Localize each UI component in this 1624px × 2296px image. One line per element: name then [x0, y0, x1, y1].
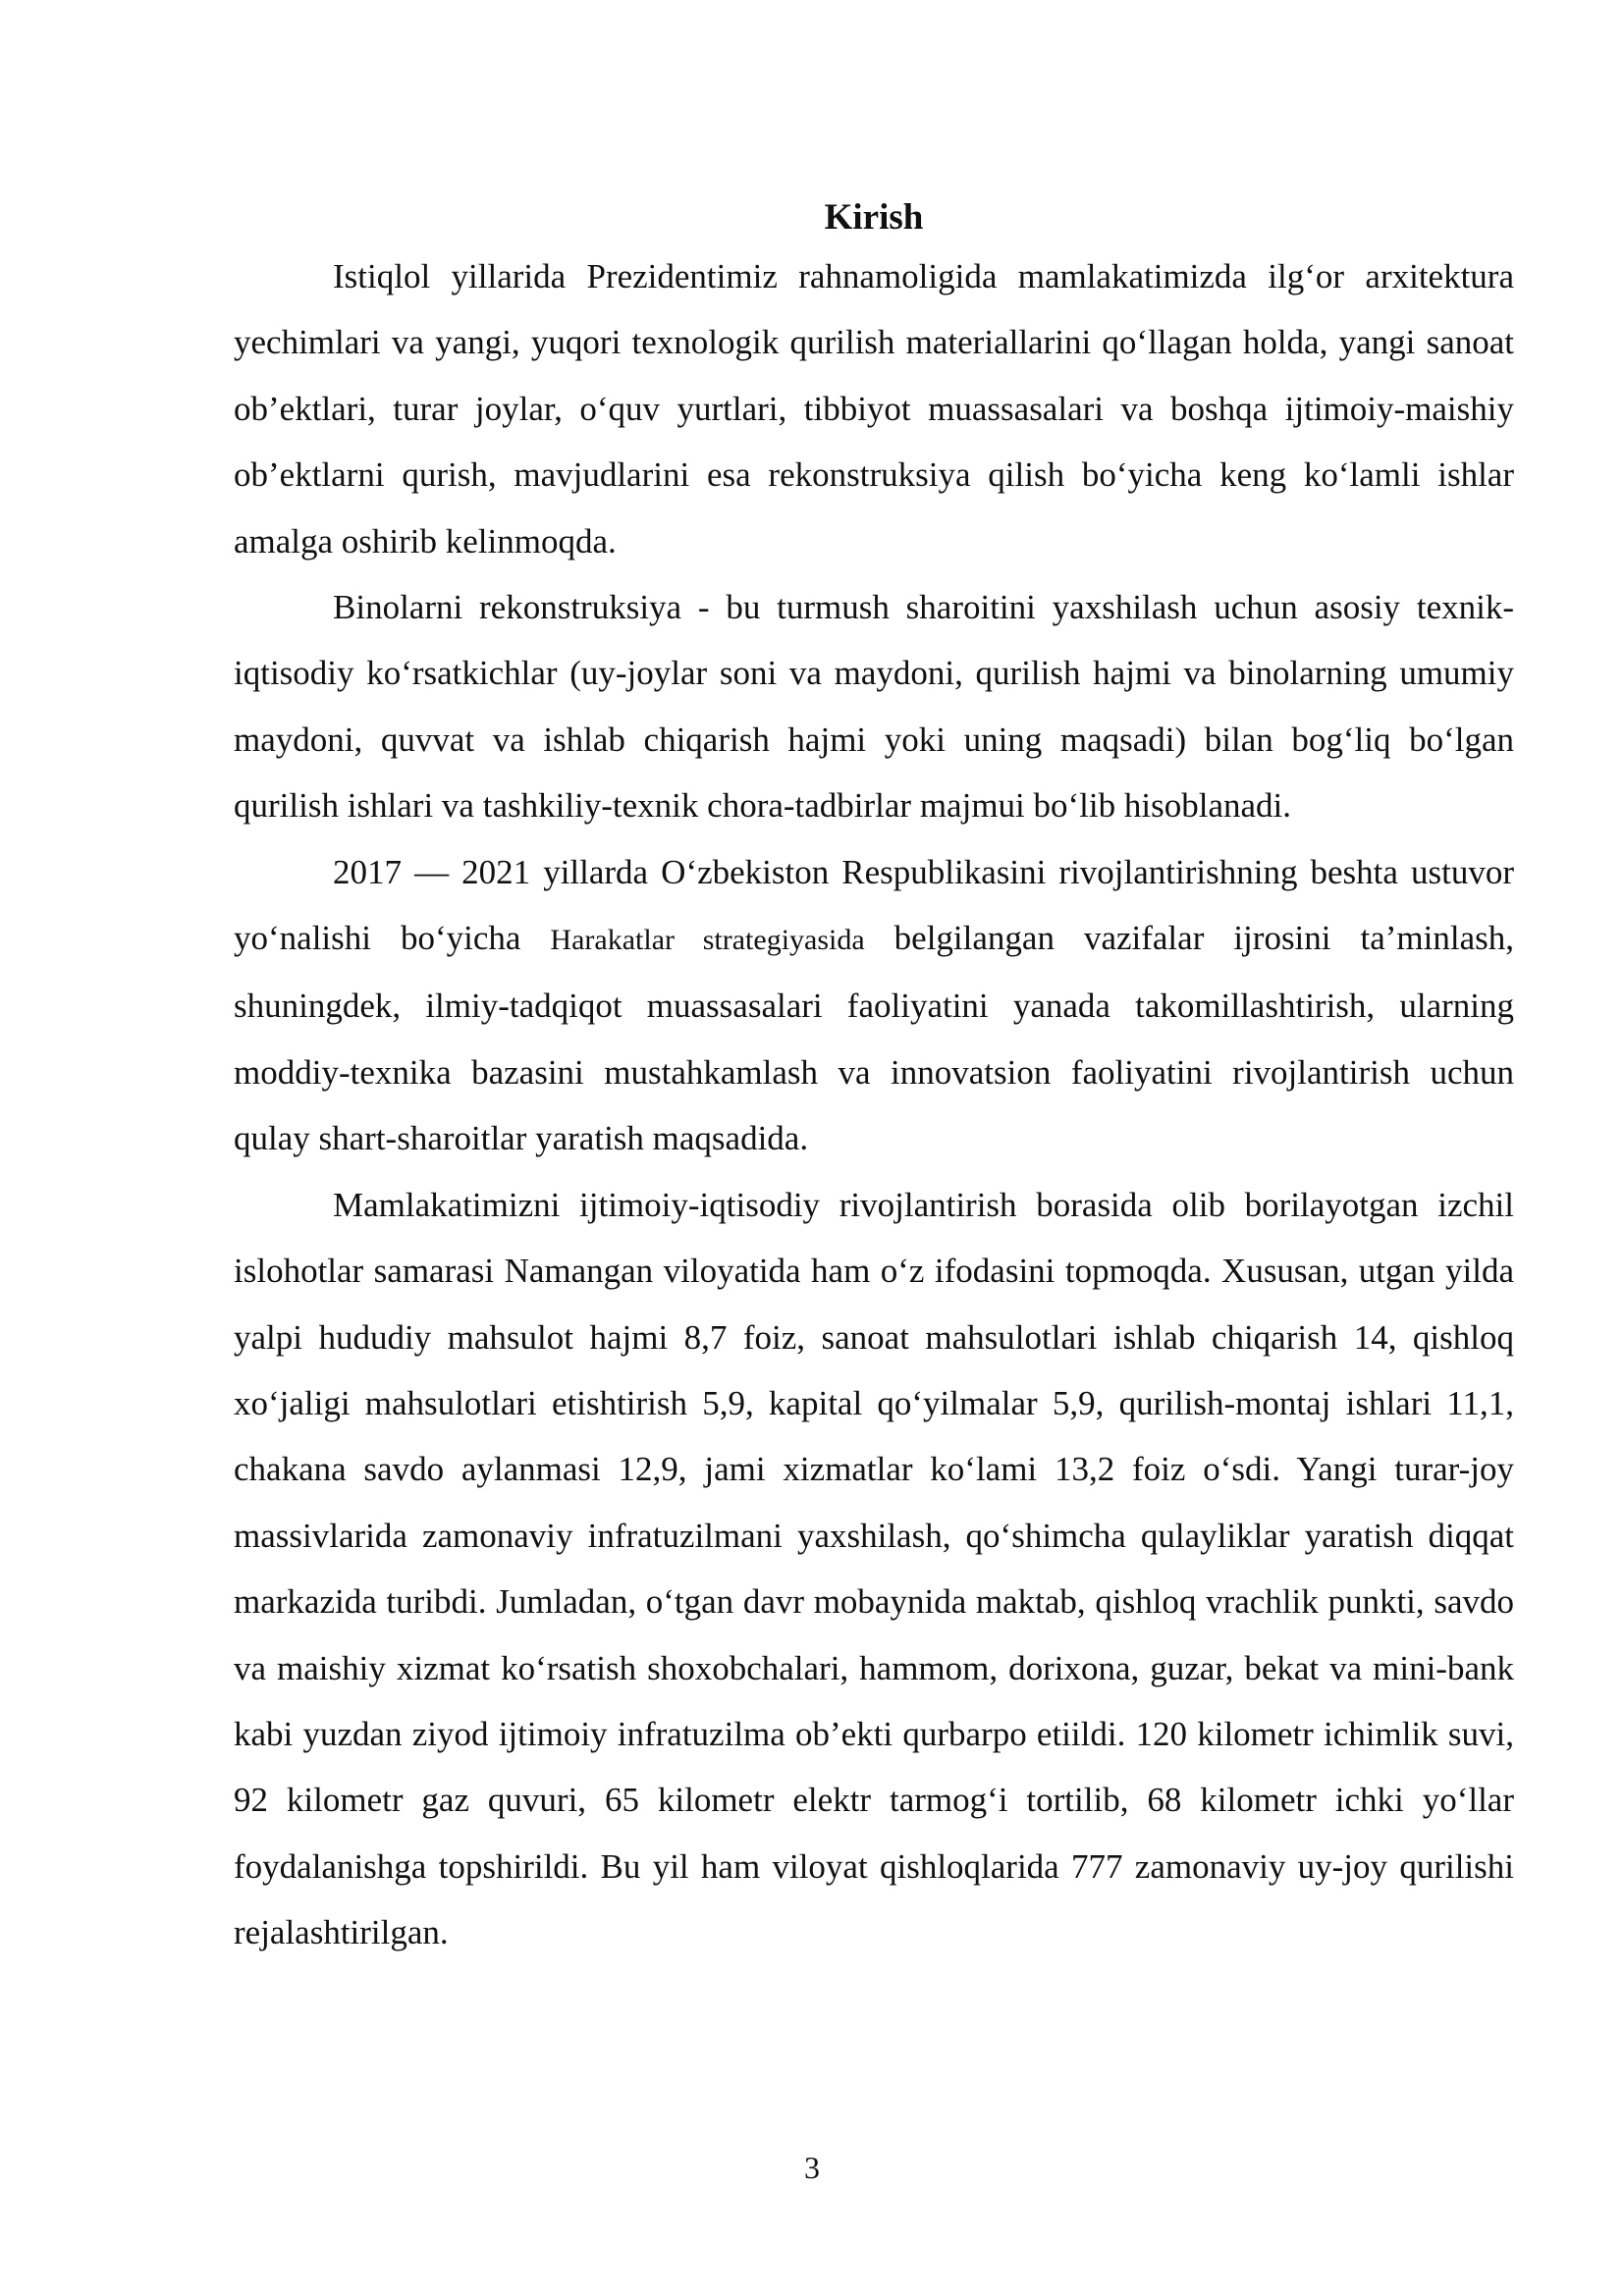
- paragraph-1: Istiqlol yillarida Prezidentimiz rahnamoligida mamlakatimizda ilg‘or arxitektura yechimlari va yangi, yuqori texnologik qurilish materiallarini qo‘llagan holda, yangi sanoat ob’ektlari, turar joylar, o‘quv yurtlari, tibbiyot muassasalari va boshqa ijtimoiy-maishiy ob’ektlarni qurish, mavjudlarini esa rekonstruksiya qilish bo‘yicha keng ko‘lamli ishlar amalga oshirib kelinmoqda.: [234, 257, 1514, 561]
- page-number: 3: [804, 2150, 820, 2185]
- paragraph-3-text-end: belgilangan vazifalar ijrosini ta’minlash, shuningdek, ilmiy-tadqiqot muassasalari faoliyatini yanada takomillashtirish, ularning moddiy-texnika bazasini mustahkamlash va innovatsion faoliyatini rivojlantirish uchun qulay shart-sharoitlar yaratish maqsadida.: [234, 919, 1514, 1158]
- paragraph-3-text-start: 2017 — 2021 yillarda O‘zbekiston Respublikasini rivojlantirishning beshta ustuvor yo‘nalishi bo‘yicha: [234, 852, 1514, 958]
- paragraph-2: Binolarni rekonstruksiya - bu turmush sharoitini yaxshilash uchun asosiy texnik-iqtisodiy ko‘rsatkichlar (uy-joylar soni va maydoni, qurilish hajmi va binolarning umumiy maydoni, quvvat va ishlab chiqarish hajmi yoki uning maqsadi) bilan bog‘liq bo‘lgan qurilish ishlari va tashkiliy-texnik chora-tadbirlar majmui bo‘lib hisoblanadi.: [234, 588, 1514, 826]
- paragraph-3: [234, 839, 1514, 1172]
- strategy-reference: Harakatlar strategiyasida: [550, 924, 865, 957]
- paragraph-4: Mamlakatimizni ijtimoiy-iqtisodiy rivojlantirish borasida olib borilayotgan izchil islohotlar samarasi Namangan viloyatida ham o‘z ifodasini topmoqda. Xususan, utgan yilda yalpi hududiy mahsulot hajmi 8,7 foiz, sanoat mahsulotlari ishlab chiqarish 14, qishloq xo‘jaligi mahsulotlari etishtirish 5,9, kapital qo‘yilmalar 5,9, qurilish-montaj ishlari 11,1, chakana savdo aylanmasi 12,9, jami xizmatlar ko‘lami 13,2 foiz o‘sdi. Yangi turar-joy massivlarida zamonaviy infratuzilmani yaxshilash, qo‘shimcha qulayliklar yaratish diqqat markazida turibdi. Jumladan, o‘tgan davr mobaynida maktab, qishloq vrachlik punkti, savdo va maishiy xizmat ko‘rsatish shoxobchalari, hammom, dorixona, guzar, bekat va mini-bank kabi yuzdan ziyod ijtimoiy infratuzilma ob’ekti qurbarpo etiildi. 120 kilometr ichimlik suvi, 92 kilometr gaz quvuri, 65 kilometr elektr tarmog‘i tortilib, 68 kilometr ichki yo‘llar foydalanishga topshirildi. Bu yil ham viloyat qishloqlarida 777 zamonaviy uy-joy qurilishi rejalashtirilgan.: [234, 1185, 1514, 1952]
- page-content: [234, 192, 1514, 1966]
- page-title: Kirish: [824, 197, 924, 238]
